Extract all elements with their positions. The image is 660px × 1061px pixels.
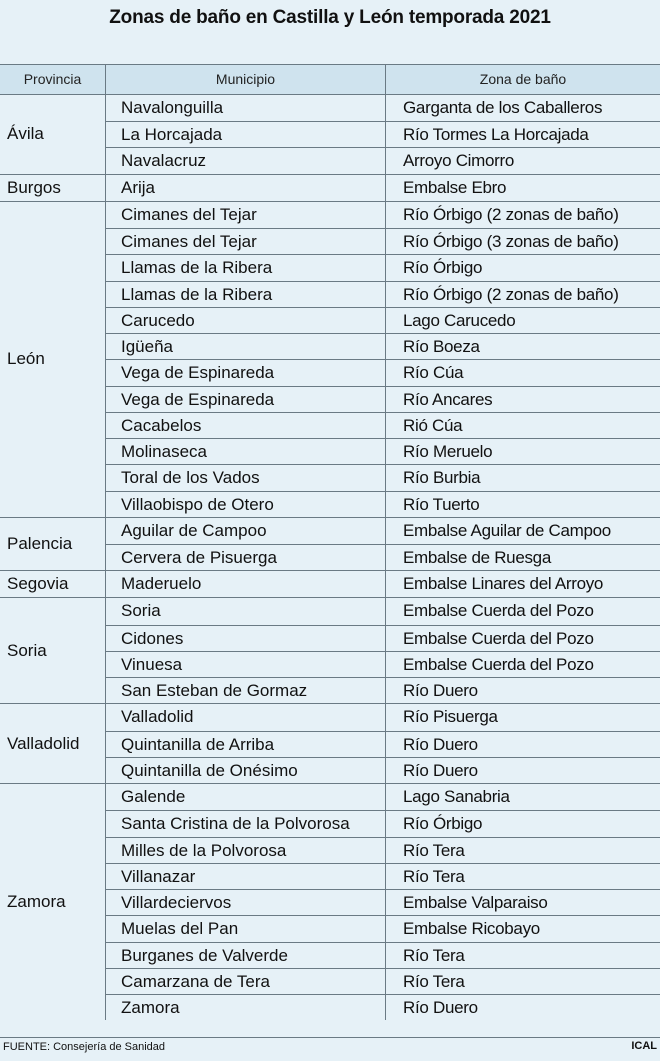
province-cell: Zamora: [7, 892, 66, 912]
zona-cell: Río Órbigo (3 zonas de baño): [385, 229, 660, 254]
table-row: [105, 889, 660, 915]
table-row: [105, 202, 660, 228]
zona-cell: Río Burbia: [385, 465, 660, 490]
zona-cell: Lago Carucedo: [385, 308, 660, 333]
municipio-cell: Toral de los Vados: [105, 465, 385, 490]
zona-cell: Río Tera: [385, 838, 660, 863]
zona-cell: Río Pisuerga: [385, 704, 660, 730]
zona-cell: Río Órbigo: [385, 255, 660, 280]
municipio-cell: Vega de Espinareda: [105, 387, 385, 412]
municipio-cell: Arija: [105, 175, 385, 201]
province-group: [0, 571, 660, 598]
table-row: [105, 625, 660, 651]
municipio-cell: Vega de Espinareda: [105, 360, 385, 385]
zona-cell: Rió Cúa: [385, 413, 660, 438]
zona-cell: Embalse Cuerda del Pozo: [385, 626, 660, 651]
municipio-cell: Igüeña: [105, 334, 385, 359]
municipio-cell: Cacabelos: [105, 413, 385, 438]
zona-cell: Río Tuerto: [385, 492, 660, 517]
municipio-cell: Soria: [105, 598, 385, 624]
zona-cell: Río Duero: [385, 758, 660, 783]
municipio-cell: San Esteban de Gormaz: [105, 678, 385, 703]
province-cell: Soria: [7, 640, 47, 660]
municipio-cell: Cervera de Pisuerga: [105, 545, 385, 570]
table-row: [105, 863, 660, 889]
zona-cell: Río Tormes La Horcajada: [385, 122, 660, 147]
municipio-cell: Navalonguilla: [105, 95, 385, 121]
municipio-cell: La Horcajada: [105, 122, 385, 147]
table-header: [0, 64, 660, 95]
zona-cell: Río Tera: [385, 969, 660, 994]
municipio-cell: Quintanilla de Onésimo: [105, 758, 385, 783]
zona-cell: Lago Sanabria: [385, 784, 660, 810]
zona-cell: Río Órbigo (2 zonas de baño): [385, 282, 660, 307]
table-row: [105, 491, 660, 517]
province-cell: Valladolid: [7, 733, 80, 753]
zona-cell: Río Tera: [385, 864, 660, 889]
zona-cell: Río Duero: [385, 995, 660, 1020]
municipio-cell: Cimanes del Tejar: [105, 202, 385, 228]
table-row: [105, 412, 660, 438]
province-cell: Palencia: [7, 533, 73, 553]
table-row: [105, 175, 660, 201]
province-group: [0, 784, 660, 1020]
province-cell: Burgos: [7, 177, 61, 197]
bathing-zones-table: [0, 95, 660, 1020]
table-row: [105, 464, 660, 490]
province-cell: Ávila: [7, 124, 44, 144]
table-row: [105, 438, 660, 464]
table-row: [105, 598, 660, 624]
zona-cell: Embalse Aguilar de Campoo: [385, 518, 660, 544]
zona-cell: Embalse Cuerda del Pozo: [385, 652, 660, 677]
zona-cell: Río Órbigo: [385, 811, 660, 836]
municipio-cell: Villardeciervos: [105, 890, 385, 915]
zona-cell: Río Duero: [385, 732, 660, 757]
municipio-cell: Llamas de la Ribera: [105, 282, 385, 307]
header-provincia: Provincia: [23, 71, 82, 87]
municipio-cell: Santa Cristina de la Polvorosa: [105, 811, 385, 836]
table-row: [105, 837, 660, 863]
province-cell: León: [7, 349, 45, 369]
zona-cell: Embalse Cuerda del Pozo: [385, 598, 660, 624]
table-row: [105, 651, 660, 677]
table-row: [105, 359, 660, 385]
province-group: [0, 202, 660, 518]
municipio-cell: Aguilar de Campoo: [105, 518, 385, 544]
zona-cell: Embalse Linares del Arroyo: [385, 571, 660, 597]
zona-cell: Embalse Valparaiso: [385, 890, 660, 915]
table-row: [105, 254, 660, 280]
table-row: [105, 544, 660, 570]
source-note: FUENTE: Consejería de Sanidad: [3, 1041, 166, 1053]
table-row: [105, 518, 660, 544]
province-group: [0, 518, 660, 571]
province-group: [0, 704, 660, 784]
municipio-cell: Cimanes del Tejar: [105, 229, 385, 254]
zona-cell: Río Tera: [385, 943, 660, 968]
table-row: [105, 968, 660, 994]
footer-divider: [0, 1037, 660, 1038]
credit-label: ICAL: [631, 1040, 657, 1052]
table-row: [105, 757, 660, 783]
zona-cell: Embalse Ricobayo: [385, 916, 660, 941]
zona-cell: Río Meruelo: [385, 439, 660, 464]
municipio-cell: Cidones: [105, 626, 385, 651]
municipio-cell: Valladolid: [105, 704, 385, 730]
municipio-cell: Quintanilla de Arriba: [105, 732, 385, 757]
header-municipio: Municipio: [105, 65, 385, 94]
table-row: [105, 731, 660, 757]
table-row: [105, 333, 660, 359]
province-group: [0, 95, 660, 175]
zona-cell: Río Cúa: [385, 360, 660, 385]
zona-cell: Río Ancares: [385, 387, 660, 412]
municipio-cell: Muelas del Pan: [105, 916, 385, 941]
municipio-cell: Zamora: [105, 995, 385, 1020]
zona-cell: Río Órbigo (2 zonas de baño): [385, 202, 660, 228]
table-row: [105, 784, 660, 810]
zona-cell: Embalse de Ruesga: [385, 545, 660, 570]
table-row: [105, 307, 660, 333]
table-row: [105, 677, 660, 703]
table-row: [105, 994, 660, 1020]
table-row: [105, 281, 660, 307]
table-row: [105, 704, 660, 730]
municipio-cell: Milles de la Polvorosa: [105, 838, 385, 863]
zona-cell: Río Duero: [385, 678, 660, 703]
zona-cell: Embalse Ebro: [385, 175, 660, 201]
municipio-cell: Camarzana de Tera: [105, 969, 385, 994]
zona-cell: Arroyo Cimorro: [385, 148, 660, 173]
table-row: [105, 942, 660, 968]
zona-cell: Garganta de los Caballeros: [385, 95, 660, 121]
municipio-cell: Molinaseca: [105, 439, 385, 464]
table-row: [105, 386, 660, 412]
table-row: [105, 810, 660, 836]
table-row: [105, 121, 660, 147]
table-row: [105, 228, 660, 254]
municipio-cell: Carucedo: [105, 308, 385, 333]
municipio-cell: Villanazar: [105, 864, 385, 889]
municipio-cell: Maderuelo: [105, 571, 385, 597]
table-row: [105, 915, 660, 941]
municipio-cell: Burganes de Valverde: [105, 943, 385, 968]
table-row: [105, 95, 660, 121]
page-title: Zonas de baño en Castilla y León temporada 2021: [109, 7, 551, 28]
municipio-cell: Vinuesa: [105, 652, 385, 677]
province-group: [0, 598, 660, 704]
municipio-cell: Galende: [105, 784, 385, 810]
header-zona: Zona de baño: [385, 65, 660, 94]
province-group: [0, 175, 660, 202]
zona-cell: Río Boeza: [385, 334, 660, 359]
table-row: [105, 147, 660, 173]
municipio-cell: Llamas de la Ribera: [105, 255, 385, 280]
table-row: [105, 571, 660, 597]
municipio-cell: Navalacruz: [105, 148, 385, 173]
municipio-cell: Villaobispo de Otero: [105, 492, 385, 517]
province-cell: Segovia: [7, 574, 69, 594]
